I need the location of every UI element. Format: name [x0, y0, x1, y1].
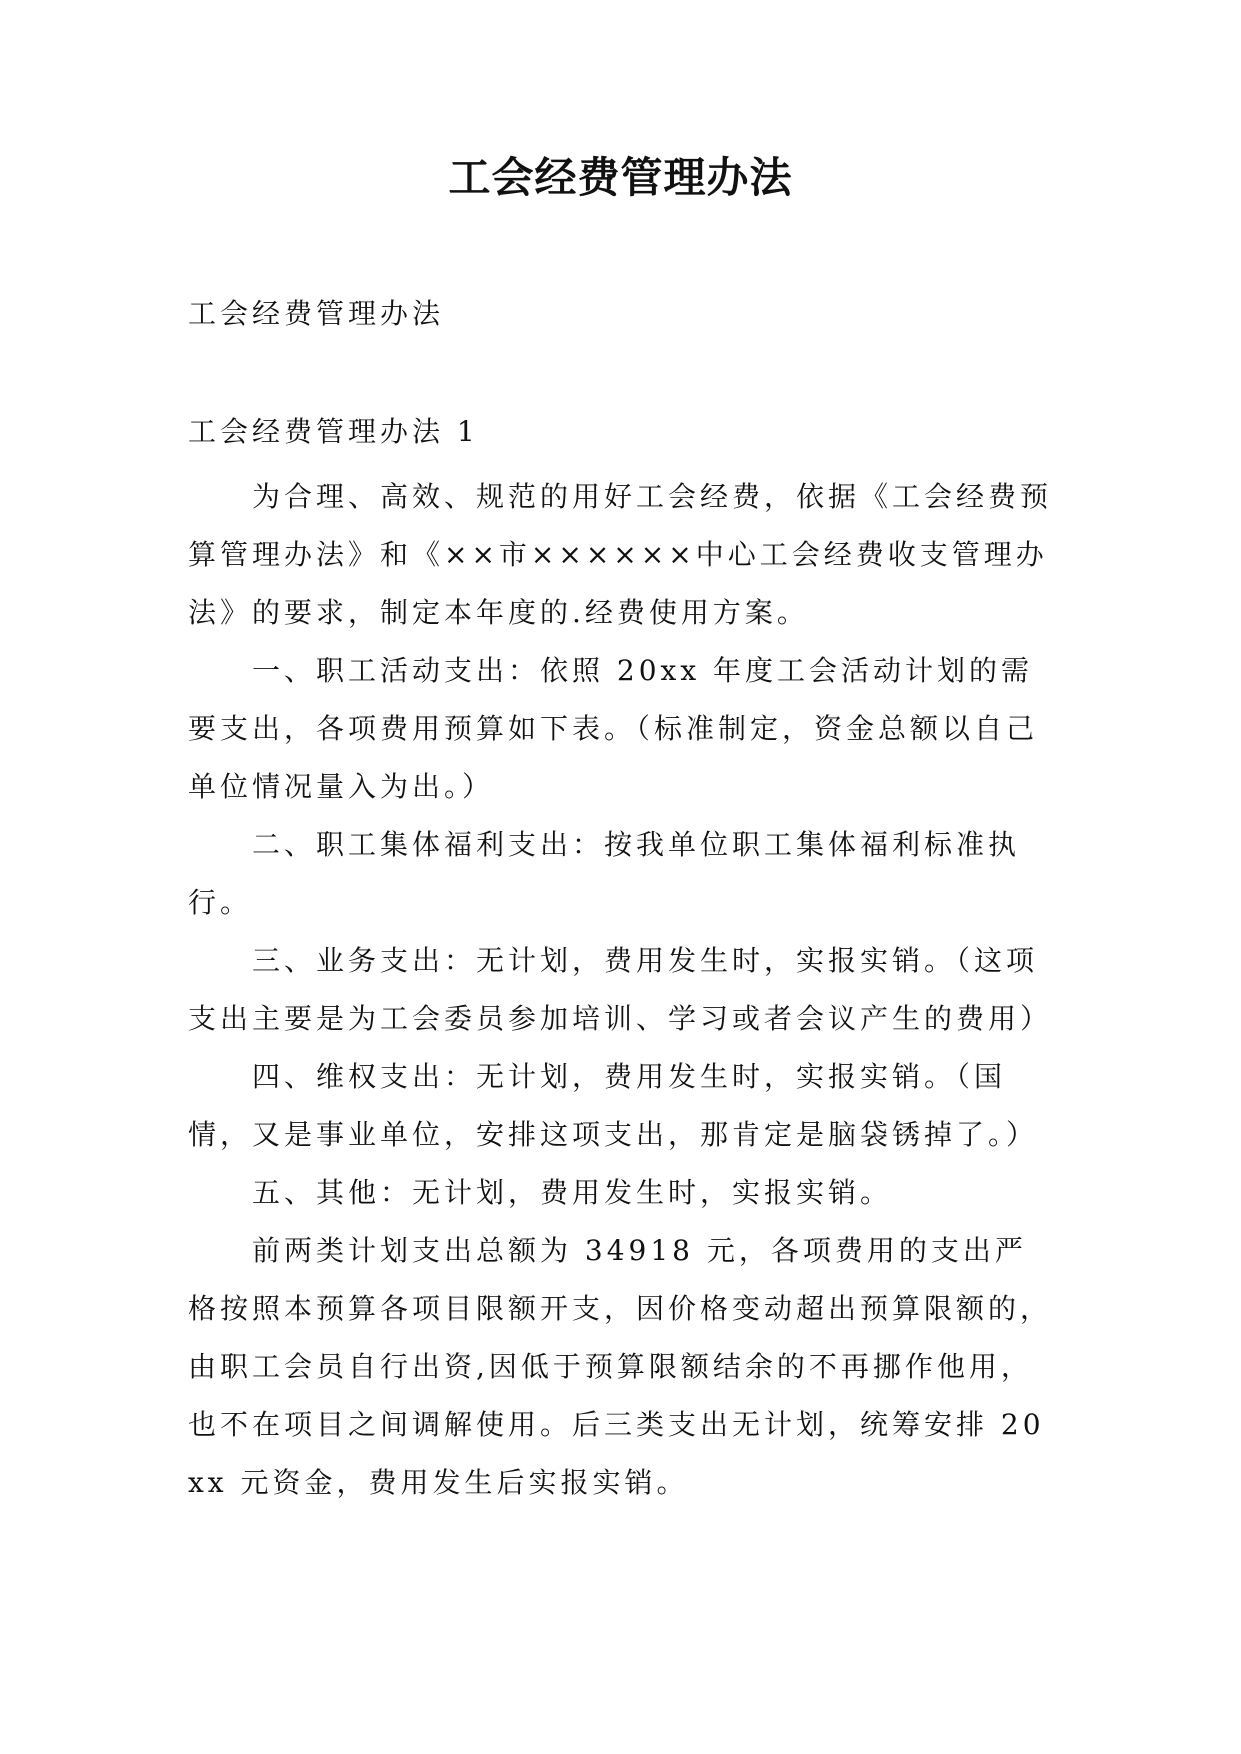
paragraph-item-4: 四、维权支出：无计划，费用发生时，实报实销。（国情，又是事业单位，安排这项支出，那肯定是脑袋锈掉了。） — [188, 1060, 1039, 1151]
paragraph-item-1: 一、职工活动支出：依照 20xx 年度工会活动计划的需要支出，各项费用预算如下表。（标准制定，资金总额以自己单位情况量入为出。） — [188, 654, 1039, 803]
document-title: 工会经费管理办法 — [448, 153, 793, 202]
paragraph-item-2: 二、职工集体福利支出：按我单位职工集体福利标准执行。 — [188, 828, 1021, 919]
paragraph-item-5: 五、其他：无计划，费用发生时，实报实销。 — [252, 1176, 893, 1209]
paragraph-summary: 前两类计划支出总额为 34918 元，各项费用的支出严格按照本预算各项目限额开支，因价格变动超出预算限额的，由职工会员自行出资,因低于预算限额结余的不再挪作他用，也不在项目之间调解使用。后三类支出无计划，统筹安排 20xx 元资金，费用发生后实报实销。 — [188, 1234, 1053, 1499]
paragraph-purpose: 为合理、高效、规范的用好工会经费，依据《工会经费预算管理办法》和《××市××××××中心工会经费收支管理办法》的要求，制定本年度的.经费使用方案。 — [188, 480, 1053, 629]
paragraph-item-3: 三、业务支出：无计划，费用发生时，实报实销。（这项支出主要是为工会委员参加培训、学习或者会议产生的费用） — [188, 944, 1053, 1035]
document-body — [188, 468, 1052, 1512]
section-heading: 工会经费管理办法 1 — [188, 415, 479, 448]
document-subtitle: 工会经费管理办法 — [188, 297, 445, 330]
